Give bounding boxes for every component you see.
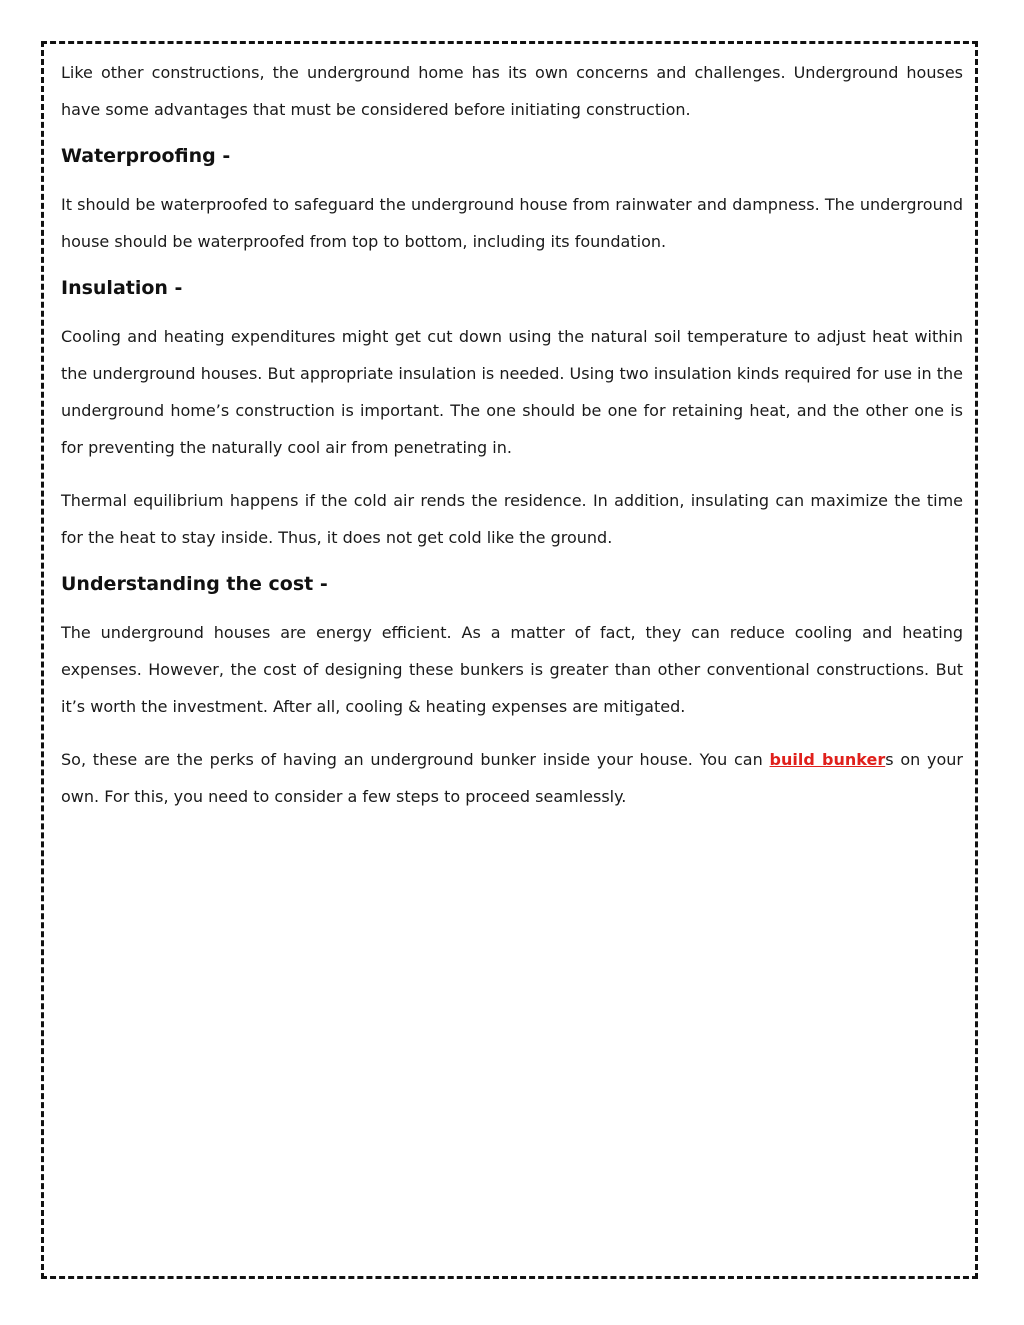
closing-text-after-link: s on your own. For this, you need to consider a few steps to proceed seamlessly. (61, 750, 963, 806)
waterproofing-paragraph: It should be waterproofed to safeguard the underground house from rainwater and dampness. The underground house should be waterproofed from top to bottom, including its foundation. (61, 195, 963, 251)
heading-waterproofing: Waterproofing - (61, 145, 231, 167)
closing-text-before-link: So, these are the perks of having an underground bunker inside your house. You can (61, 750, 770, 769)
cost-paragraph: The underground houses are energy efficient. As a matter of fact, they can reduce cooling and heating expenses. However, the cost of designing these bunkers is greater than other conventional constructions. But it’s worth the investment. After all, cooling & heating expenses are mitigated. (61, 623, 963, 716)
build-bunker-link[interactable]: build bunker (769, 750, 886, 769)
heading-understanding-cost: Understanding the cost - (61, 573, 328, 595)
intro-paragraph: Like other constructions, the underground home has its own concerns and challenges. Underground houses have some advantages that must be considered before initiating construction. (61, 63, 963, 119)
heading-insulation: Insulation - (61, 277, 183, 299)
closing-paragraph (61, 741, 963, 815)
insulation-paragraph-2: Thermal equilibrium happens if the cold air rends the residence. In addition, insulating can maximize the time for the heat to stay inside. Thus, it does not get cold like the ground. (61, 491, 963, 547)
insulation-paragraph-1: Cooling and heating expenditures might get cut down using the natural soil temperature to adjust heat within the underground houses. But appropriate insulation is needed. Using two insulation kinds required for use in the underground home’s construction is important. The one should be one for retaining heat, and the other one is for preventing the naturally cool air from penetrating in. (61, 327, 963, 457)
document-body (61, 54, 963, 831)
